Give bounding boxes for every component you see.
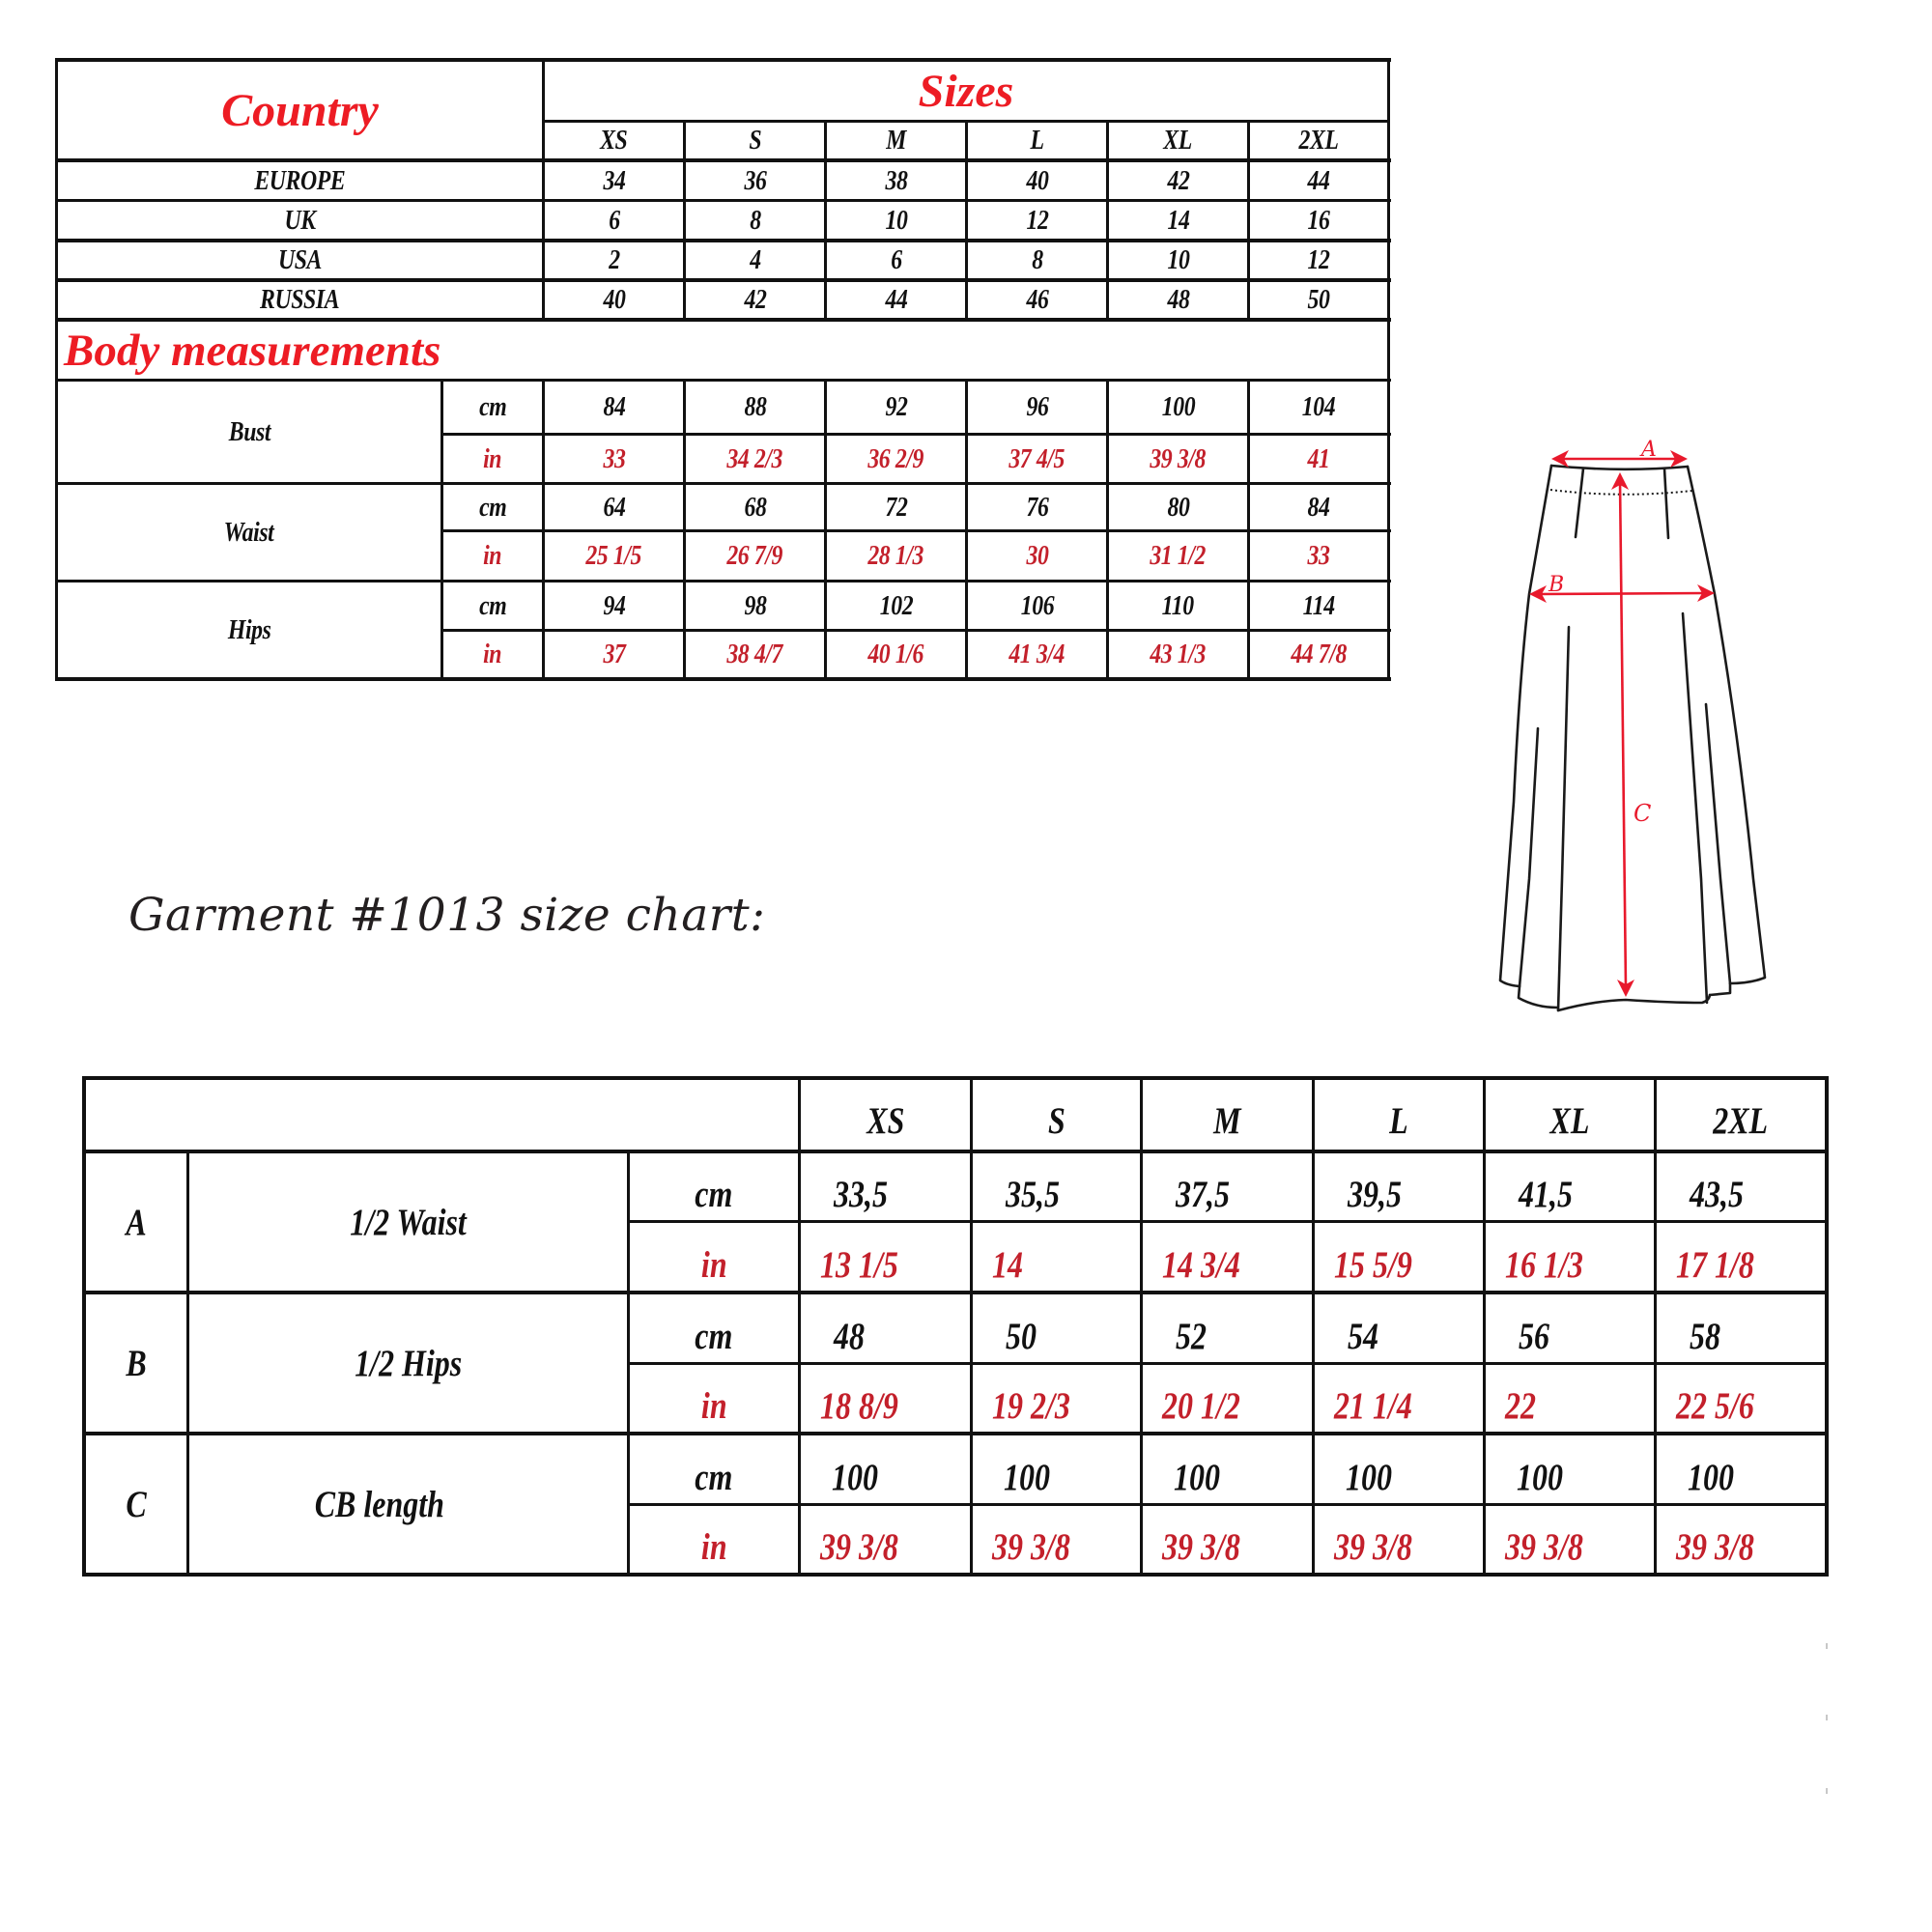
unit-label-cm: cm [478, 391, 507, 422]
cm-value: 35,5 [1006, 1174, 1060, 1215]
size-value: 12 [1026, 204, 1048, 236]
measurement-name: 1/2 Waist [350, 1201, 467, 1243]
unit-label-cm: cm [695, 1174, 733, 1215]
size-value: 42 [1167, 164, 1189, 196]
cm-value: 76 [1026, 491, 1048, 523]
in-value: 22 [1505, 1385, 1536, 1427]
size-value: 44 [1307, 164, 1330, 196]
country-label: EUROPE [254, 164, 346, 196]
cm-value: 84 [603, 391, 625, 422]
label-a: A [1641, 438, 1657, 462]
in-value: 16 1/3 [1505, 1243, 1583, 1286]
size-value: 14 [1167, 204, 1189, 236]
cm-value: 100 [1004, 1456, 1050, 1498]
in-value: 20 1/2 [1162, 1385, 1240, 1427]
cm-value: 110 [1161, 589, 1195, 621]
in-value: 25 1/5 [585, 540, 642, 571]
in-value: 39 3/8 [1334, 1526, 1412, 1568]
in-value: 18 8/9 [820, 1385, 898, 1427]
in-value: 26 7/9 [726, 540, 783, 571]
in-value: 39 3/8 [992, 1526, 1070, 1568]
cm-value: 88 [744, 391, 766, 422]
size-header-l: L [1389, 1099, 1408, 1142]
unit-label-in: in [700, 1526, 727, 1568]
cm-value: 100 [1688, 1456, 1734, 1498]
in-value: 39 3/8 [820, 1526, 898, 1568]
sizes-header: Sizes [918, 65, 1014, 117]
measurement-letter: A [126, 1201, 147, 1243]
size-value: 42 [744, 284, 766, 315]
size-value: 46 [1026, 284, 1048, 315]
cm-value: 80 [1167, 491, 1189, 523]
size-value: 16 [1307, 204, 1330, 236]
measurement-label: Bust [228, 415, 270, 447]
size-header-m: M [886, 125, 906, 156]
size-value: 6 [890, 244, 902, 275]
in-value: 17 1/8 [1676, 1243, 1754, 1286]
country-header: Country [221, 84, 379, 136]
in-value: 13 1/5 [820, 1243, 898, 1286]
in-value: 34 2/3 [726, 442, 783, 474]
in-value: 37 [603, 639, 625, 669]
size-header-xs: XS [600, 125, 628, 156]
size-header-s: S [1047, 1099, 1065, 1142]
measurement-arrows [1529, 450, 1715, 997]
cm-value: 96 [1026, 391, 1048, 422]
size-header-l: L [1030, 125, 1044, 156]
size-value: 8 [1031, 244, 1043, 275]
cm-value: 50 [1006, 1315, 1037, 1357]
cm-value: 37,5 [1176, 1174, 1230, 1215]
size-value: 8 [749, 204, 761, 236]
cm-value: 92 [885, 391, 907, 422]
in-value: 36 2/9 [867, 442, 924, 474]
in-value: 15 5/9 [1334, 1243, 1412, 1286]
size-value: 48 [1167, 284, 1189, 315]
size-header-xs: XS [866, 1099, 905, 1142]
cm-value: 33,5 [834, 1174, 888, 1215]
measurement-name: 1/2 Hips [354, 1342, 463, 1384]
unit-label-in: in [700, 1385, 727, 1427]
label-b: B [1548, 573, 1565, 597]
in-value: 43 1/3 [1150, 639, 1207, 669]
artifact-mark [1826, 1788, 1828, 1794]
unit-label-cm: cm [695, 1315, 733, 1357]
cm-value: 58 [1690, 1315, 1720, 1357]
cm-value: 100 [832, 1456, 878, 1498]
unit-label-cm: cm [478, 589, 507, 621]
cm-value: 41,5 [1519, 1174, 1573, 1215]
in-value: 41 [1307, 442, 1330, 474]
size-value: 4 [749, 244, 761, 275]
cm-value: 39,5 [1348, 1174, 1402, 1215]
cm-value: 52 [1176, 1315, 1207, 1357]
measurement-letter: C [126, 1483, 147, 1525]
size-header-m: M [1213, 1099, 1241, 1142]
size-value: 40 [603, 284, 625, 315]
in-value: 40 1/6 [867, 639, 924, 669]
size-value: 6 [608, 204, 620, 236]
body-measurements-header: Body measurements [64, 325, 441, 376]
cm-value: 100 [1161, 391, 1195, 422]
in-value: 30 [1026, 540, 1048, 571]
size-value: 34 [603, 164, 625, 196]
cm-value: 98 [744, 589, 766, 621]
size-value: 40 [1026, 164, 1048, 196]
size-header-xl: XL [1549, 1099, 1590, 1142]
measurement-label: Waist [224, 516, 274, 548]
waist-seam-line [1550, 490, 1692, 495]
size-value: 38 [885, 164, 907, 196]
table-border-bottom [82, 1573, 1829, 1577]
in-value: 44 7/8 [1291, 639, 1347, 669]
cm-value: 100 [1346, 1456, 1392, 1498]
in-value: 28 1/3 [867, 540, 924, 571]
cm-value: 43,5 [1690, 1174, 1744, 1215]
country-label: RUSSIA [260, 284, 340, 315]
artifact-mark [1826, 1715, 1828, 1720]
size-value: 36 [744, 164, 766, 196]
cm-value: 106 [1020, 589, 1054, 621]
in-value: 39 3/8 [1150, 442, 1207, 474]
size-value: 10 [885, 204, 907, 236]
cm-value: 100 [1174, 1456, 1220, 1498]
in-value: 41 3/4 [1009, 639, 1065, 669]
in-value: 31 1/2 [1150, 540, 1207, 571]
size-value: 50 [1307, 284, 1330, 315]
in-value: 39 3/8 [1162, 1526, 1240, 1568]
cm-value: 64 [603, 491, 625, 523]
size-header-2xl: 2XL [1713, 1099, 1769, 1142]
cm-value: 100 [1517, 1456, 1563, 1498]
cm-value: 54 [1348, 1315, 1378, 1357]
in-value: 33 [1307, 540, 1330, 571]
size-header-s: S [749, 125, 761, 156]
cm-value: 48 [834, 1315, 865, 1357]
in-value: 14 3/4 [1162, 1243, 1240, 1286]
measurement-label: Hips [227, 613, 271, 645]
unit-label-in: in [483, 639, 502, 669]
unit-label-cm: cm [695, 1456, 733, 1498]
size-header-xl: XL [1163, 125, 1193, 156]
size-value: 2 [608, 244, 620, 275]
unit-label-in: in [483, 540, 502, 571]
cm-value: 68 [744, 491, 766, 523]
size-value: 12 [1307, 244, 1330, 275]
cm-value: 56 [1519, 1315, 1549, 1357]
size-value: 44 [885, 284, 907, 315]
in-value: 14 [992, 1243, 1023, 1286]
garment-title: Garment #1013 size chart: [128, 889, 766, 942]
cm-value: 94 [603, 589, 625, 621]
country-label: UK [284, 204, 316, 236]
unit-label-in: in [483, 442, 502, 474]
in-value: 37 4/5 [1009, 442, 1065, 474]
cm-value: 114 [1302, 589, 1335, 621]
in-value: 33 [603, 442, 625, 474]
size-header-2xl: 2XL [1298, 125, 1339, 156]
artifact-mark [1826, 1643, 1828, 1649]
size-value: 10 [1167, 244, 1189, 275]
skirt-outline-icon [1500, 466, 1765, 1010]
in-value: 39 3/8 [1676, 1526, 1754, 1568]
cm-value: 84 [1307, 491, 1330, 523]
label-c: C [1634, 800, 1652, 827]
measurement-letter: B [126, 1342, 147, 1384]
in-value: 21 1/4 [1334, 1385, 1412, 1427]
in-value: 22 5/6 [1676, 1385, 1754, 1427]
in-value: 39 3/8 [1505, 1526, 1583, 1568]
in-value: 38 4/7 [726, 639, 783, 669]
cm-value: 102 [879, 589, 913, 621]
cm-value: 72 [885, 491, 907, 523]
unit-label-cm: cm [478, 491, 507, 523]
in-value: 19 2/3 [992, 1385, 1070, 1427]
cm-value: 104 [1301, 391, 1336, 422]
unit-label-in: in [700, 1243, 727, 1286]
measurement-name: CB length [314, 1483, 444, 1525]
country-label: USA [277, 244, 323, 275]
